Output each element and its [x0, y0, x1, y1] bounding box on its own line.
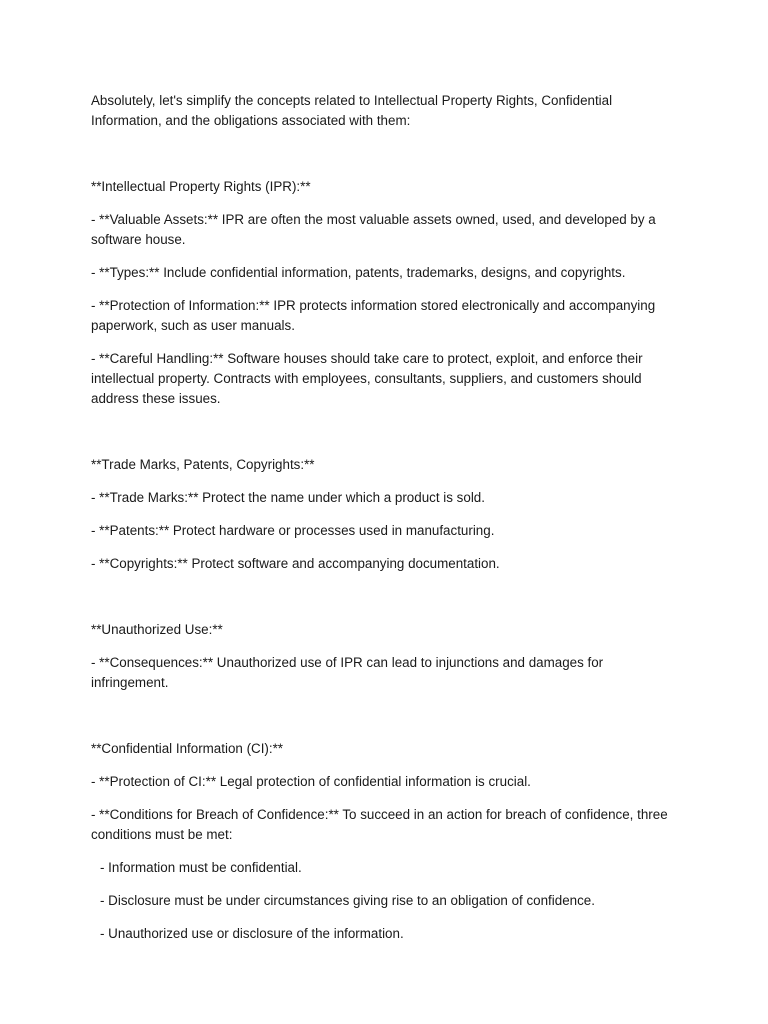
list-item: - **Copyrights:** Protect software and accompanying documentation.: [91, 556, 500, 571]
spacer: [91, 706, 676, 739]
section-heading-confidential-info: **Confidential Information (CI):**: [91, 741, 284, 756]
sub-list-item: - Unauthorized use or disclosure of the information.: [100, 926, 404, 941]
list-item: - **Protection of Information:** IPR protects information stored electronically and accompanying paperwork, such as user manuals.: [91, 298, 656, 333]
document-body: [91, 91, 676, 957]
spacer: [91, 144, 676, 177]
intro-paragraph: Absolutely, let's simplify the concepts related to Intellectual Property Rights, Confidential Information, and the obligations associated with them:: [91, 93, 613, 128]
spacer: [91, 587, 676, 620]
section-heading-unauthorized-use: **Unauthorized Use:**: [91, 622, 223, 637]
list-item: - **Careful Handling:** Software houses should take care to protect, exploit, and enforce their intellectual property. Contracts with employees, consultants, suppliers, and customers should address these issues.: [91, 351, 643, 406]
list-item: - **Types:** Include confidential information, patents, trademarks, designs, and copyrights.: [91, 265, 626, 280]
list-item: - **Protection of CI:** Legal protection of confidential information is crucial.: [91, 774, 531, 789]
list-item: - **Valuable Assets:** IPR are often the most valuable assets owned, used, and developed by a software house.: [91, 212, 656, 247]
section-heading-ipr: **Intellectual Property Rights (IPR):**: [91, 179, 311, 194]
list-item: - **Conditions for Breach of Confidence:** To succeed in an action for breach of confidence, three conditions must be met:: [91, 807, 668, 842]
sub-list-item: - Disclosure must be under circumstances giving rise to an obligation of confidence.: [100, 893, 595, 908]
spacer: [91, 422, 676, 455]
list-item: - **Patents:** Protect hardware or processes used in manufacturing.: [91, 523, 495, 538]
list-item: - **Consequences:** Unauthorized use of IPR can lead to injunctions and damages for infringement.: [91, 655, 604, 690]
section-heading-trademarks: **Trade Marks, Patents, Copyrights:**: [91, 457, 315, 472]
sub-list-item: - Information must be confidential.: [100, 860, 302, 875]
list-item: - **Trade Marks:** Protect the name under which a product is sold.: [91, 490, 485, 505]
